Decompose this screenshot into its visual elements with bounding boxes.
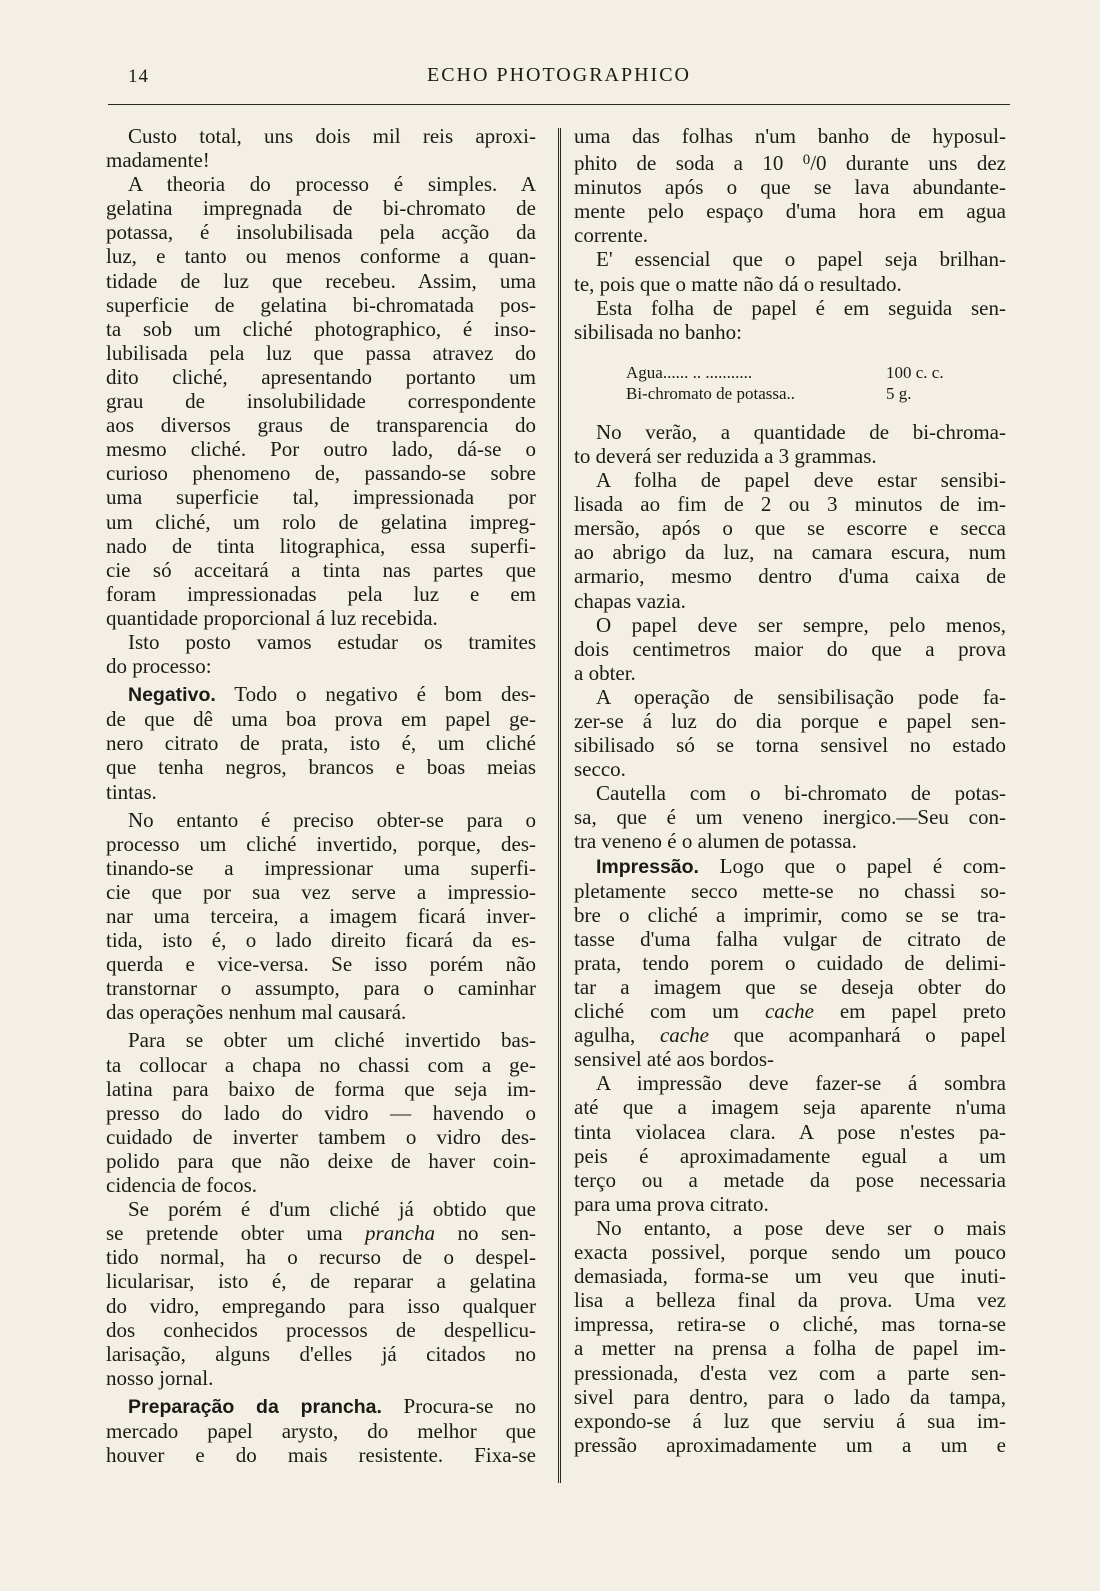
text-line: a obter. xyxy=(574,660,636,685)
text-line: A impressão deve fazer-se á sombra xyxy=(596,1071,1006,1096)
recipe-quantity: 5 g. xyxy=(886,383,912,403)
text-line: No entanto é preciso obter-se para o xyxy=(128,807,536,832)
paragraph xyxy=(574,685,1006,781)
italic-term: prancha xyxy=(365,1221,436,1246)
text-line: tidade de luz que recebeu. Assim, uma xyxy=(106,268,536,293)
text-fragment: no sen- xyxy=(435,1221,536,1246)
text-line: presso do lado do vidro — havendo o xyxy=(106,1100,536,1125)
page-number: 14 xyxy=(128,66,149,87)
text-line: sensivel até aos bordos- xyxy=(574,1047,775,1072)
text-line: tra veneno é o alumen de potassa. xyxy=(574,829,857,854)
text-line xyxy=(106,1394,536,1419)
paragraph xyxy=(106,172,536,630)
italic-term: cache xyxy=(659,1023,709,1048)
section-impressao xyxy=(574,854,1006,1072)
paragraph xyxy=(574,296,1006,344)
text-line: Custo total, uns dois mil reis aproxi- xyxy=(128,124,536,148)
italic-term: cache xyxy=(764,999,814,1024)
text-line: terço ou a metade da pose necessaria xyxy=(574,1167,1006,1192)
text-line: E' essencial que o papel seja brilhan- xyxy=(596,247,1006,272)
text-fragment: se pretende obter uma xyxy=(106,1221,366,1246)
column-divider xyxy=(558,128,561,1483)
text-line: das operações nenhum mal causará. xyxy=(106,1000,407,1025)
section-heading: Impressão. xyxy=(596,855,699,878)
text-line: um cliché, um rolo de gelatina impreg- xyxy=(106,509,536,534)
text-line: pressão aproximadamente um a um e xyxy=(574,1432,1006,1457)
text-line: luz, e tanto ou menos conforme a quan- xyxy=(106,244,536,269)
text-line: pletamente secco mette-se no chassi so- xyxy=(574,878,1006,903)
recipe-item: Agua...... .. ........... xyxy=(626,362,753,382)
text-line: sibilisado só se torna sensivel no estado xyxy=(574,733,1006,758)
text-line: licularisar, isto é, de reparar a gelatina xyxy=(106,1269,536,1294)
text-line: peis é aproximadamente egual a um xyxy=(574,1143,1006,1168)
text-line: que tenha negros, brancos e boas meias xyxy=(106,755,536,780)
text-line: tasse d'uma falha vulgar de citrato de xyxy=(574,926,1006,951)
paragraph xyxy=(574,247,1006,295)
section-heading: Negativo. xyxy=(128,684,216,707)
paragraph xyxy=(106,1028,536,1197)
text-line: zer-se á luz do dia porque e papel sen- xyxy=(574,708,1006,733)
text-line: Esta folha de papel é em seguida sen- xyxy=(596,295,1006,320)
text-line: lisada ao fim de 2 ou 3 minutos de im- xyxy=(574,492,1006,517)
text-line: dito cliché, apresentando portanto um xyxy=(106,364,536,389)
text-line: quantidade proporcional á luz recebida. xyxy=(106,605,438,630)
paragraph xyxy=(574,613,1006,685)
text-fragment: cliché com um xyxy=(574,999,765,1024)
text-line: querda e vice-versa. Se isso porém não xyxy=(106,952,536,977)
text-line: a metter na prensa a folha de papel im- xyxy=(574,1336,1006,1361)
text-line: uma superficie tal, impressionada por xyxy=(106,485,536,510)
text-line xyxy=(574,148,1006,175)
text-line: curioso phenomeno de, passando-se sobre xyxy=(106,461,536,486)
text-line: cie que por sua vez serve a impressio- xyxy=(106,879,536,904)
text-line: ta sob um cliché photographico, é inso- xyxy=(106,316,536,341)
text-line: sibilisada no banho: xyxy=(574,319,742,344)
text-line: Para se obter um cliché invertido bas- xyxy=(128,1028,536,1053)
text-line: armario, mesmo dentro d'uma caixa de xyxy=(574,564,1006,589)
paragraph xyxy=(574,1071,1006,1216)
text-fragment: Procura-se no xyxy=(381,1393,536,1418)
text-line: nado de tinta litographica, essa superfi- xyxy=(106,533,536,558)
section-preparacao xyxy=(106,1394,536,1467)
text-line: processo um cliché invertido, porque, des- xyxy=(106,831,536,856)
text-line: A operação de sensibilisação pode fa- xyxy=(596,684,1006,709)
text-line xyxy=(574,1023,1006,1047)
text-line: A folha de papel deve estar sensibi- xyxy=(596,468,1006,493)
recipe-row xyxy=(626,383,966,404)
text-line: ta collocar a chapa no chassi com a ge- xyxy=(106,1052,536,1077)
text-line: transtornar o assumpto, para o caminhar xyxy=(106,976,536,1001)
paragraph xyxy=(106,124,536,172)
text-line: cie só acceitará a tinta nas partes que xyxy=(106,557,536,582)
paragraph xyxy=(106,630,536,678)
text-line: madamente! xyxy=(106,148,210,173)
text-line: polido para que não deixe de haver coin- xyxy=(106,1148,536,1173)
text-fragment: Todo o negativo é bom des- xyxy=(215,682,536,707)
text-fragment: phito de soda a 10 xyxy=(574,151,803,176)
text-line: Cautella com o bi-chromato de potas- xyxy=(596,781,1006,806)
text-line: prata, tendo porem o cuidado de delimi- xyxy=(574,950,1006,975)
section-negativo xyxy=(106,682,536,803)
text-line: pressionada, d'esta vez com a parte sen- xyxy=(574,1360,1006,1385)
text-line: mesmo cliché. Por outro lado, dá-se o xyxy=(106,437,536,462)
text-line: gelatina impregnada de bi-chromato de xyxy=(106,196,536,221)
text-line: cidencia de focos. xyxy=(106,1173,258,1198)
paragraph xyxy=(574,420,1006,468)
text-line: demasiada, forma-se um veu que inuti- xyxy=(574,1264,1006,1289)
text-line: grau de insolubilidade correspondente xyxy=(106,389,536,414)
text-line: tida, isto é, o lado direito ficará da es- xyxy=(106,928,536,953)
text-line xyxy=(574,854,1006,879)
text-line: mente pelo espaço d'uma hora em agua xyxy=(574,199,1006,224)
text-line: do processo: xyxy=(106,654,212,679)
text-line: No entanto, a pose deve ser o mais xyxy=(596,1215,1006,1240)
text-line: exacta possivel, porque sendo um pouco xyxy=(574,1240,1006,1265)
text-line: sivel para dentro, para o lado da tampa, xyxy=(574,1384,1006,1409)
text-line: minutos após o que se lava abundante- xyxy=(574,175,1006,200)
text-line: tinta violacea clara. A pose n'estes pa- xyxy=(574,1119,1006,1144)
text-line: nar uma terceira, a imagem ficará inver- xyxy=(106,904,536,928)
text-line xyxy=(574,999,1006,1023)
text-line: corrente. xyxy=(574,223,649,248)
text-line: latina para baixo de forma que seja im- xyxy=(106,1076,536,1101)
text-line: mercado papel arysto, do melhor que xyxy=(106,1418,536,1443)
text-line: A theoria do processo é simples. A xyxy=(128,172,536,197)
page-header xyxy=(108,62,1010,92)
text-fragment: Logo que o papel é com- xyxy=(698,853,1006,878)
text-line: O papel deve ser sempre, pelo menos, xyxy=(596,612,1006,637)
text-line: cuidado de inverter tambem o vidro des- xyxy=(106,1124,536,1149)
text-line: secco. xyxy=(574,757,626,782)
text-line: No verão, a quantidade de bi-chroma- xyxy=(596,419,1006,444)
text-line: potassa, é insolubilisada pela acção da xyxy=(106,220,536,245)
text-fragment: agulha, xyxy=(574,1023,660,1048)
paragraph xyxy=(574,468,1006,613)
text-line: mersão, após o que se escorre e secca xyxy=(574,516,1006,541)
text-line: do vidro, empregando para isso qualquer xyxy=(106,1293,536,1318)
text-line: Se porém é d'um cliché já obtido que xyxy=(128,1197,536,1222)
text-line: chapas vazia. xyxy=(574,588,686,613)
header-rule xyxy=(108,104,1010,105)
text-fragment: /0 durante uns dez xyxy=(810,151,1006,176)
text-line: nero citrato de prata, isto é, um cliché xyxy=(106,731,536,756)
text-line: larisação, alguns d'elles já citados no xyxy=(106,1341,536,1366)
text-line: foram impressionadas pela luz e em xyxy=(106,581,536,606)
recipe-row xyxy=(626,362,966,383)
text-line: impressa, retira-se o cliché, mas torna-se xyxy=(574,1312,1006,1337)
text-line xyxy=(106,682,536,707)
text-line: tar a imagem que se deseja obter do xyxy=(574,975,1006,999)
text-line xyxy=(106,1221,536,1245)
text-fragment: que acompanhará o papel xyxy=(708,1023,1007,1048)
text-line: aos diversos graus de transparencia do xyxy=(106,413,536,438)
right-column xyxy=(574,124,1006,1457)
paragraph xyxy=(574,781,1006,853)
recipe-item: Bi-chromato de potassa.. xyxy=(626,383,796,403)
paragraph xyxy=(106,808,536,1025)
text-line: sa, que é um veneno inergico.—Seu con- xyxy=(574,805,1006,830)
text-line: expondo-se á luz que serviu á sua im- xyxy=(574,1408,1006,1433)
left-column xyxy=(106,124,536,1467)
text-line: houver e do mais resistente. Fixa-se xyxy=(106,1443,536,1468)
text-line: ao abrigo da luz, na camara escura, num xyxy=(574,540,1006,565)
paragraph xyxy=(574,1216,1006,1457)
recipe-quantity: 100 c. c. xyxy=(886,362,944,382)
text-fragment: em papel preto xyxy=(813,999,1006,1024)
text-line: de que dê uma boa prova em papel ge- xyxy=(106,707,536,732)
text-line: dos conhecidos processos de despellicu- xyxy=(106,1317,536,1342)
text-line: tido normal, ha o recurso de o despel- xyxy=(106,1245,536,1270)
text-line: uma das folhas n'um banho de hyposul- xyxy=(574,124,1006,148)
text-line: tinando-se a impressionar uma superfi- xyxy=(106,855,536,880)
text-line: superficie de gelatina bi-chromatada pos- xyxy=(106,292,536,317)
text-line: tintas. xyxy=(106,779,157,804)
percent-superscript: 0 xyxy=(802,152,811,169)
recipe-table xyxy=(626,362,966,404)
section-heading: Preparação da prancha. xyxy=(128,1395,382,1418)
text-line: para uma prova citrato. xyxy=(574,1191,769,1216)
text-line: Isto posto vamos estudar os tramites xyxy=(128,629,536,654)
text-line: lisa a belleza final da prova. Uma vez xyxy=(574,1288,1006,1313)
running-title: ECHO PHOTOGRAPHICO xyxy=(427,64,691,86)
paragraph xyxy=(574,124,1006,247)
text-line: até que a imagem seja aparente n'uma xyxy=(574,1095,1006,1120)
text-line: bre o cliché a imprimir, como se se tra- xyxy=(574,902,1006,927)
text-line: to deverá ser reduzida a 3 grammas. xyxy=(574,443,877,468)
text-line: dois centimetros maior do que a prova xyxy=(574,636,1006,661)
text-line: te, pois que o matte não dá o resultado. xyxy=(574,271,902,296)
text-line: lubilisada pela luz que passa atravez do xyxy=(106,340,536,365)
paragraph xyxy=(106,1197,536,1390)
text-line: nosso jornal. xyxy=(106,1365,214,1390)
